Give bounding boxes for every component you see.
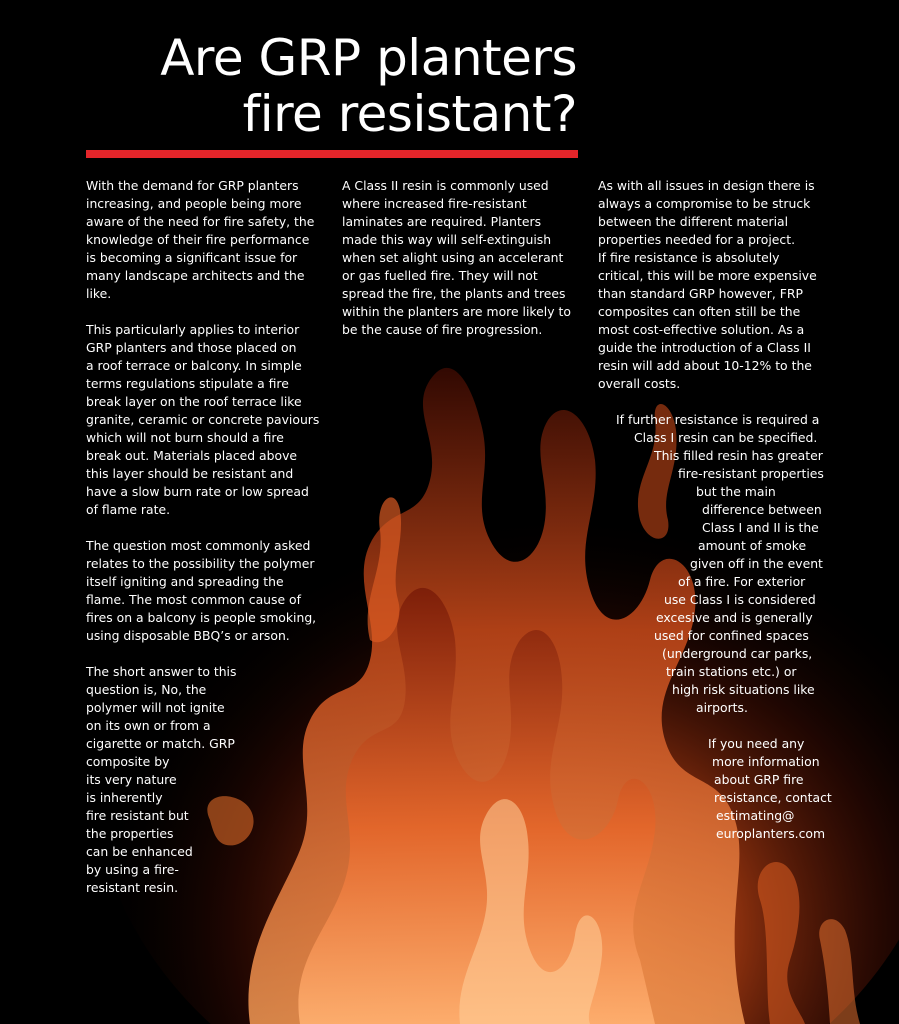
text-line: break out. Materials placed above (86, 448, 298, 463)
col1-paragraph-3 (86, 537, 326, 645)
text-line: composite by (86, 754, 170, 769)
text-line: than standard GRP however, FRP (598, 286, 803, 301)
column-2 (342, 177, 582, 339)
text-line: question is, No, the (86, 682, 207, 697)
text-line: within the planters are more likely to (342, 304, 571, 319)
text-line: overall costs. (598, 376, 681, 391)
text-line: have a slow burn rate or low spread (86, 484, 309, 499)
text-line: excesive and is generally (656, 610, 813, 625)
title-line-2: fire resistant? (242, 85, 577, 143)
text-line: granite, ceramic or concrete paviours (86, 412, 320, 427)
text-line: fires on a balcony is people smoking, (86, 610, 317, 625)
text-line: made this way will self-extinguish (342, 232, 552, 247)
text-line: by using a fire- (86, 862, 179, 877)
text-line: train stations etc.) or (666, 664, 797, 679)
text-line: the properties (86, 826, 174, 841)
column-3 (598, 177, 838, 843)
text-line: aware of the need for fire safety, the (86, 214, 315, 229)
text-line: This particularly applies to interior (86, 322, 300, 337)
text-line: of a fire. For exterior (678, 574, 806, 589)
text-line: The short answer to this (86, 664, 237, 679)
text-line: If further resistance is required a (616, 412, 820, 427)
text-line: fire-resistant properties (678, 466, 824, 481)
text-line: cigarette or match. GRP (86, 736, 235, 751)
text-line: A Class II resin is commonly used (342, 178, 549, 193)
text-line: most cost-effective solution. As a (598, 322, 805, 337)
text-line: which will not burn should a fire (86, 430, 284, 445)
text-line: flame. The most common cause of (86, 592, 301, 607)
text-line: given off in the event (690, 556, 823, 571)
text-line: resistance, contact (714, 790, 832, 805)
title-divider-rule (86, 150, 578, 158)
text-line: or gas fuelled fire. They will not (342, 268, 538, 283)
col1-paragraph-4 (86, 663, 326, 897)
text-line: is becoming a significant issue for (86, 250, 298, 265)
text-line: properties needed for a project. (598, 232, 796, 247)
text-line: (underground car parks, (662, 646, 813, 661)
text-line: fire resistant but (86, 808, 189, 823)
text-line: polymer will not ignite (86, 700, 225, 715)
text-line: high risk situations like (672, 682, 815, 697)
text-line: The question most commonly asked (86, 538, 311, 553)
text-line: like. (86, 286, 112, 301)
text-line: Class I resin can be specified. (634, 430, 818, 445)
text-line: use Class I is considered (664, 592, 816, 607)
text-line: GRP planters and those placed on (86, 340, 297, 355)
column-1 (86, 177, 326, 897)
col2-paragraph-1 (342, 177, 582, 339)
text-line: estimating@ (716, 808, 795, 823)
text-line: break layer on the roof terrace like (86, 394, 302, 409)
col3-paragraph-3 (598, 735, 838, 843)
text-line: a roof terrace or balcony. In simple (86, 358, 302, 373)
text-line: resin will add about 10-12% to the (598, 358, 812, 373)
title-line-1: Are GRP planters (160, 29, 577, 87)
text-line: europlanters.com (716, 826, 826, 841)
text-line: about GRP fire (714, 772, 804, 787)
page-title (160, 30, 577, 142)
text-line: this layer should be resistant and (86, 466, 294, 481)
text-line: using disposable BBQ’s or arson. (86, 628, 290, 643)
text-line: between the different material (598, 214, 789, 229)
text-line: itself igniting and spreading the (86, 574, 284, 589)
col1-paragraph-2 (86, 321, 326, 519)
text-line: used for confined spaces (654, 628, 809, 643)
text-line: increasing, and people being more (86, 196, 302, 211)
text-line: difference between (702, 502, 822, 517)
text-line: but the main (696, 484, 776, 499)
col3-paragraph-2 (598, 411, 838, 717)
text-line: more information (712, 754, 820, 769)
text-line: can be enhanced (86, 844, 193, 859)
text-line: composites can often still be the (598, 304, 801, 319)
text-line: relates to the possibility the polymer (86, 556, 315, 571)
text-line: guide the introduction of a Class II (598, 340, 811, 355)
text-line: amount of smoke (698, 538, 807, 553)
text-line: critical, this will be more expensive (598, 268, 817, 283)
text-line: is inherently (86, 790, 163, 805)
text-line: knowledge of their fire performance (86, 232, 310, 247)
text-line: always a compromise to be struck (598, 196, 811, 211)
text-line: where increased fire-resistant (342, 196, 527, 211)
text-line: its very nature (86, 772, 177, 787)
text-line: If you need any (708, 736, 805, 751)
text-line: airports. (696, 700, 748, 715)
text-line: be the cause of fire progression. (342, 322, 543, 337)
text-line: when set alight using an accelerant (342, 250, 564, 265)
text-line: laminates are required. Planters (342, 214, 542, 229)
text-line: many landscape architects and the (86, 268, 305, 283)
text-line: With the demand for GRP planters (86, 178, 299, 193)
text-line: on its own or from a (86, 718, 211, 733)
text-line: terms regulations stipulate a fire (86, 376, 289, 391)
text-line: Class I and II is the (702, 520, 819, 535)
text-line: spread the fire, the plants and trees (342, 286, 566, 301)
text-line: resistant resin. (86, 880, 179, 895)
text-line: This filled resin has greater (654, 448, 823, 463)
text-line: As with all issues in design there is (598, 178, 815, 193)
col3-paragraph-1 (598, 177, 838, 393)
text-line: If fire resistance is absolutely (598, 250, 780, 265)
col1-paragraph-1 (86, 177, 326, 303)
text-line: of flame rate. (86, 502, 171, 517)
